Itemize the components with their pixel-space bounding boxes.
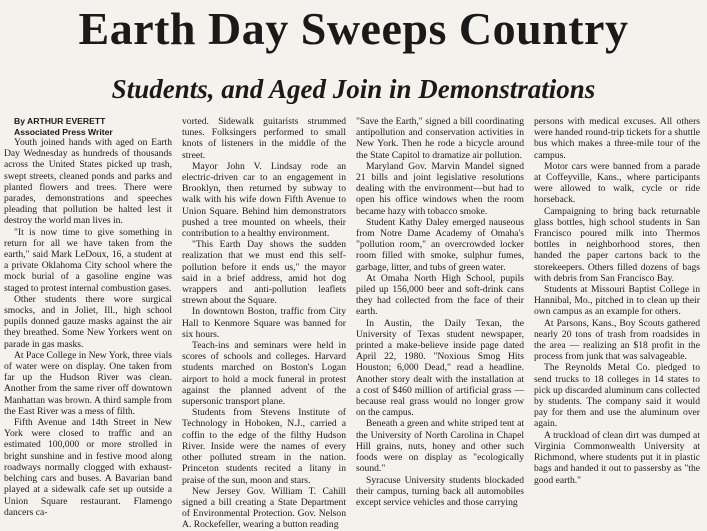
agency-credit: Associated Press Writer — [14, 126, 113, 137]
paragraph: Students from Stevens Institute of Technology in Hoboken, N.J., carried a coffin to the edge of the filthy Hudson River. Inside were the names of every other polluted stream in the nation. Princeton students recited a litany in praise of the sun, moon and stars. — [182, 407, 346, 486]
paragraph: Mayor John V. Lindsay rode an electric-driven car to an engagement in Brooklyn, then returned by subway to walk with his wife down Fifth Avenue to Union Square. Behind him demonstrators pushed a tree mounted on wheels, their contribution to a healthy environment. — [182, 160, 346, 240]
column-3 — [356, 116, 524, 513]
paragraph: "It is now time to give something in return for all we have taken from the earth," said Mark LeDoux, 16, a student at a private Oklahoma City school where the mock burial of a gasoline engine was staged to protest internal combustion gases. — [4, 226, 172, 294]
paragraph: At Parsons, Kans., Boy Scouts gathered nearly 20 tons of trash from roadsides in the area — realizing an $18 profit in the process from junk that was salvageable. — [534, 317, 700, 363]
paragraph: Campaigning to bring back returnable glass bottles, high school students in San Francisco poured milk into Thermos bottles in neighborhood stores, then handed the paper cartons back to the storekeepers. Others filled dozens of bags with debris from San Francisco Bay. — [534, 205, 700, 284]
paragraph: The Reynolds Metal Co. pledged to send trucks to 18 colleges in 14 states to pick up discarded aluminum cans collected by students. The company said it would pay for them and use the aluminum over again. — [534, 362, 700, 430]
column-2 — [182, 116, 346, 531]
subheadline: Students, and Aged Join in Demonstrations — [111, 74, 596, 104]
paragraph: In downtown Boston, traffic from City Hall to Kenmore Square was banned for six hours. — [182, 306, 346, 340]
paragraph: At Pace College in New York, three vials of water were on display. One taken from far up the Hudson River was clean. Another from the same river off downtown Manhattan was brown. A third sample from the East River was a mess of filth. — [4, 349, 173, 417]
paragraph: vorted. Sidewalk guitarists strummed tunes. Folksingers performed to small knots of listeners in the middle of the street. — [182, 116, 346, 161]
paragraph: Student Kathy Daley emerged nauseous from Notre Dame Academy of Omaha's "pollution room," an overcrowded locker room filled with smoke, sulphur fumes, garbage, litter, and tubs of green water. — [356, 216, 524, 273]
paragraph: New Jersey Gov. William T. Cahill signed a bill creating a State Department of Environmental Protection. Gov. Nelson A. Rockefeller, wearing a button reading — [182, 485, 346, 531]
paragraph: At Omaha North High School, pupils piled up 156,000 beer and soft-drink cans they had collected from the face of their earth. — [356, 272, 524, 318]
paragraph: "Save the Earth," signed a bill coordinating antipollution and conservation activities in New York. Then he rode a bicycle around the State Capitol to dramatize air pollution. — [356, 116, 524, 161]
paragraph: Motor cars were banned from a parade at Coffeyville, Kans., where participants were allowed to walk, cycle or ride horseback. — [534, 160, 700, 206]
paragraph: A truckload of clean dirt was dumped at Virginia Commonwealth University at Richmond, where students put it in plastic bags and handed it out to passersby as "the good earth." — [534, 429, 700, 486]
paragraph: Maryland Gov. Marvin Mandel signed 21 bills and joint legislative resolutions dealing with the environment—but had to open his office windows when the room became hazy with tobacco smoke. — [356, 160, 524, 217]
headline: Earth Day Sweeps Country — [78, 3, 629, 54]
paragraph: Students at Missouri Baptist College in Hannibal, Mo., pitched in to clean up their own campus as an example for others. — [534, 284, 700, 318]
paragraph: Youth joined hands with aged on Earth Day Wednesday as hundreds of thousands across the United States picked up trash, swept streets, cleaned ponds and parks and planted flowers and trees. There were parades, demonstrations and speeches pleading that pollution be halted lest it destroy the world man lives in. — [4, 137, 172, 227]
paragraph: Syracuse University students blockaded their campus, turning back all automobiles except service vehicles and those carrying — [356, 474, 524, 508]
article-body — [4, 116, 704, 531]
paragraph: "This Earth Day shows the sudden realization that we must end this self-pollution before it ends us," the mayor said in a brief address, amid hot dog wrappers and anti-pollution leaflets strewn about the Square. — [182, 239, 346, 307]
byline: By ARTHUR EVERETT — [14, 116, 106, 126]
paragraph: persons with medical excuses. All others were handed round-trip tickets for a shuttle bus which makes a three-mile tour of the campus. — [534, 116, 700, 161]
column-1 — [4, 116, 173, 518]
paragraph: In Austin, the Daily Texan, the University of Texas student newspaper, printed a make-believe inside page dated April 22, 1980. "Noxious Smog Hits Houston; 6,000 Dead," read a headline. Another story dealt with the installation at a cost of $460 million of artificial grass — because real grass would no longer grow on the campus. — [356, 317, 524, 419]
paragraph: Fifth Avenue and 14th Street in New York were closed to traffic and an estimated 100,000 or more strolled in bright sunshine and in festive mood along roadways normally clogged with exhaust-belching cars and buses. A Bavarian band played at a sidewalk cafe set up outside a Union Square restaurant. Flamengo dancers ca- — [4, 417, 172, 518]
paragraph: Other students there wore surgical smocks, and in Joliet, Ill., high school pupils donned gauze masks against the air they breathed. Some New Yorkers went on parade in gas masks. — [4, 293, 172, 350]
paragraph: Beneath a green and white striped tent at the University of North Carolina in Chapel Hill grains, nuts, honey and other such foods were on display as "ecologically sound." — [356, 418, 524, 475]
paragraph: Teach-ins and seminars were held in scores of schools and colleges. Harvard students marched on Boston's Logan airport to hold a mock funeral in protest against the planned advent of the supersonic transport plane. — [182, 340, 346, 408]
column-4 — [534, 116, 700, 513]
